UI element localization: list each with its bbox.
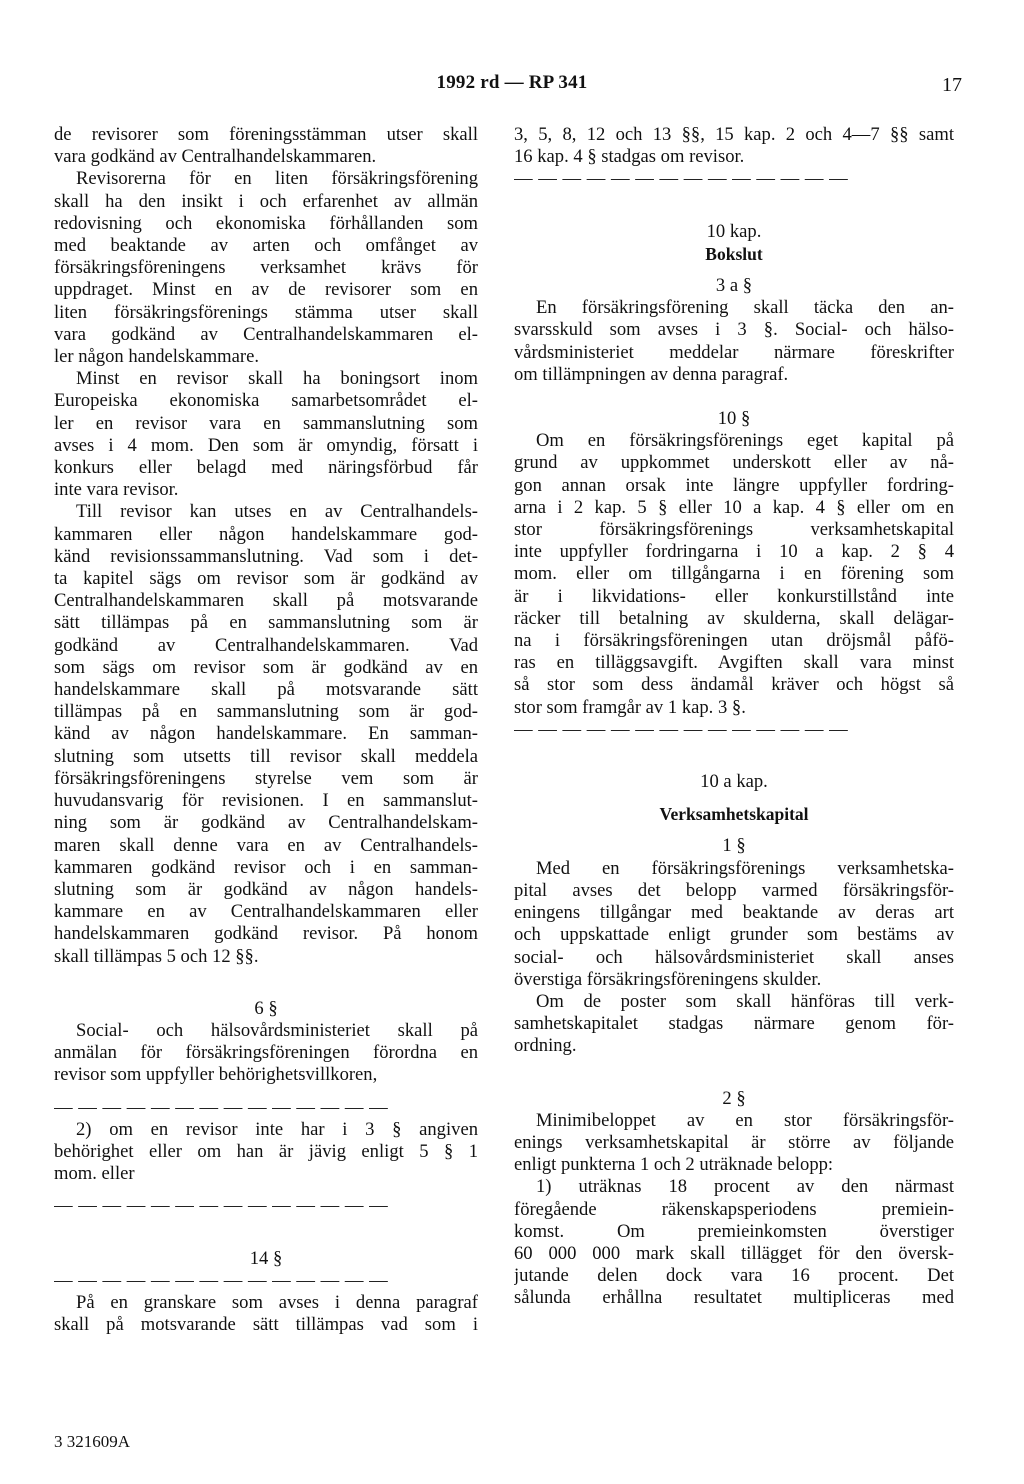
text-line: uppdraget. Minst en av de revisorer som en bbox=[54, 279, 478, 301]
text-line: ning som är godkänd av Centralhandelskam- bbox=[54, 812, 478, 834]
text-line: grund av uppkommet underskott eller av nå- bbox=[514, 452, 954, 474]
paragraph bbox=[54, 124, 478, 168]
text-line: huvudansvarig för revisionen. I en sammanslut- bbox=[54, 790, 478, 812]
paragraph bbox=[514, 430, 954, 719]
text-line: liten försäkringsförenings stämma utser skall bbox=[54, 301, 478, 323]
text-line: vara godkänd av Centralhandelskammaren. bbox=[54, 146, 377, 168]
text-line: vårdsministeriet meddelar närmare föreskrifter bbox=[514, 341, 954, 363]
text-line: med beaktande av arten och omfånget av bbox=[54, 235, 478, 257]
text-line: samhetskapitalet stadgas närmare genom för- bbox=[514, 1013, 954, 1035]
text-line: behörighet eller om han är jävig enligt 5 § 1 bbox=[54, 1140, 478, 1162]
omission-dashes: — — — — — — — — — — — — — — bbox=[514, 718, 849, 740]
text-line: konkurs eller belagd med näringsförbud får bbox=[54, 457, 478, 479]
text-line: som sägs om revisor som är godkänd av en bbox=[54, 656, 478, 678]
text-line: stor försäkringsförenings verksamhetskapital bbox=[514, 519, 954, 541]
text-line: social- och hälsovårdsministeriet skall anses bbox=[514, 946, 954, 968]
omission-dashes: — — — — — — — — — — — — — — bbox=[54, 1269, 389, 1291]
text-line: känd revisionssammanslutning. Vad som i det- bbox=[54, 545, 478, 567]
text-line: försäkringsföreningens styrelse vem som är bbox=[54, 767, 478, 789]
paragraph bbox=[54, 501, 478, 967]
text-line: de revisorer som föreningsstämman utser skall bbox=[54, 124, 478, 145]
text-line: ras en tilläggsavgift. Avgiften skall vara minst bbox=[514, 652, 954, 674]
paragraph bbox=[514, 1176, 954, 1309]
section-heading-2: 2 § bbox=[722, 1087, 746, 1109]
text-line: enings verksamhetskapital är större av följande bbox=[514, 1131, 954, 1153]
text-line: inte uppfyller fordringarna i 10 a kap. 2 § 4 bbox=[514, 541, 954, 563]
text-line: 1) uträknas 18 procent av den närmast bbox=[536, 1176, 954, 1198]
text-line: Om de poster som skall hänföras till verk- bbox=[536, 990, 954, 1012]
text-line: handelskammaren godkänd revisor. På honom bbox=[54, 923, 478, 945]
text-line: så stor som dess ändamål kräver och högst så bbox=[514, 674, 954, 696]
text-line: skall ha den insikt i och erfarenhet av allmän bbox=[54, 190, 478, 212]
paragraph bbox=[514, 1110, 954, 1177]
text-line: Europeiska ekonomiska samarbetsområdet el- bbox=[54, 390, 478, 412]
chapter-subtitle: Verksamhetskapital bbox=[659, 804, 809, 825]
chapter-title: 10 kap. bbox=[706, 220, 762, 242]
text-line: Till revisor kan utses en av Centralhandels- bbox=[76, 501, 478, 523]
text-line: revisor som uppfyller behörighetsvillkoren, bbox=[54, 1064, 378, 1086]
text-line: föregående räkenskapsperiodens premiein- bbox=[514, 1198, 954, 1220]
section-heading-10: 10 § bbox=[717, 408, 751, 430]
section-heading-14: 14 § bbox=[249, 1247, 283, 1269]
text-line: kammaren godkänd revisor och i en samman- bbox=[54, 856, 478, 878]
text-line: sätt tillämpas på en sammanslutning som är bbox=[54, 612, 478, 634]
text-line: ordning. bbox=[514, 1035, 577, 1057]
text-line: kammare en av Centralhandelskammaren eller bbox=[54, 901, 478, 923]
text-line: ler en revisor vara en sammanslutning som bbox=[54, 412, 478, 434]
right-column bbox=[514, 124, 954, 1310]
text-line: På en granskare som avses i denna paragraf bbox=[76, 1291, 478, 1313]
text-line: enligt punkterna 1 och 2 uträknade belopp: bbox=[514, 1154, 834, 1176]
text-line: pital avses det belopp varmed försäkringsför- bbox=[514, 879, 954, 901]
text-line: ler någon handelskammare. bbox=[54, 346, 259, 368]
text-line: mom. eller bbox=[54, 1163, 135, 1185]
page-number: 17 bbox=[942, 74, 962, 96]
section-heading-1: 1 § bbox=[722, 835, 746, 857]
text-line: slutning som utsetts till revisor skall meddela bbox=[54, 745, 478, 767]
text-line: maren skall denne vara en av Centralhandels- bbox=[54, 834, 478, 856]
section-heading-3a: 3 a § bbox=[715, 275, 753, 297]
text-line: svarsskuld som avses i 3 §. Social- och hälso- bbox=[514, 319, 954, 341]
paragraph bbox=[514, 124, 954, 168]
paragraph bbox=[514, 991, 954, 1058]
text-line: ta kapitel sägs om revisor som är godkänd av bbox=[54, 568, 478, 590]
text-line: Minimibeloppet av en stor försäkringsför- bbox=[536, 1109, 954, 1131]
text-line: inte vara revisor. bbox=[54, 479, 179, 501]
text-line: 2) om en revisor inte har i 3 § angiven bbox=[76, 1118, 478, 1140]
text-line: na i försäkringsföreningen utan dröjsmål påfö- bbox=[514, 630, 954, 652]
print-code: 3 321609A bbox=[54, 1432, 131, 1451]
text-line: komst. Om premieinkomsten överstiger bbox=[514, 1220, 954, 1242]
text-line: eningens tillgångar med beaktande av deras art bbox=[514, 902, 954, 924]
text-line: 3, 5, 8, 12 och 13 §§, 15 kap. 2 och 4—7 §§ samt bbox=[514, 124, 954, 145]
text-line: jutande delen dock vara 16 procent. Det bbox=[514, 1265, 954, 1287]
text-line: sålunda erhållna resultatet multipliceras med bbox=[514, 1287, 954, 1309]
text-line: 60 000 000 mark skall tillägget för den översk- bbox=[514, 1242, 954, 1264]
text-line: 16 kap. 4 § stadgas om revisor. bbox=[514, 146, 745, 168]
text-line: Social- och hälsovårdsministeriet skall på bbox=[76, 1019, 478, 1041]
text-line: gon annan orsak inte längre uppfyller fordring- bbox=[514, 474, 954, 496]
paragraph bbox=[54, 368, 478, 501]
text-line: Med en försäkringsförenings verksamhetska- bbox=[536, 857, 954, 879]
omission-dashes: — — — — — — — — — — — — — — bbox=[54, 1096, 389, 1118]
text-line: redovisning och ekonomiska förhållanden som bbox=[54, 212, 478, 234]
text-line: anmälan för försäkringsföreningen förordna en bbox=[54, 1042, 478, 1064]
text-line: vara godkänd av Centralhandelskammaren el- bbox=[54, 323, 478, 345]
text-line: Centralhandelskammaren skall på motsvarande bbox=[54, 590, 478, 612]
text-line: skall på motsvarande sätt tillämpas vad som i bbox=[54, 1314, 478, 1336]
paragraph bbox=[514, 858, 954, 991]
text-line: skall tillämpas 5 och 12 §§. bbox=[54, 945, 259, 967]
text-line: Minst en revisor skall ha boningsort inom bbox=[76, 368, 478, 390]
text-line: Om en försäkringsförenings eget kapital på bbox=[536, 430, 954, 452]
text-line: En försäkringsförening skall täcka den an- bbox=[536, 297, 954, 319]
paragraph bbox=[514, 297, 954, 386]
text-line: försäkringsföreningens verksamhet krävs för bbox=[54, 257, 478, 279]
chapter-subtitle: Bokslut bbox=[705, 243, 763, 264]
text-line: tillämpas på en sammanslutning som är god- bbox=[54, 701, 478, 723]
text-line: om tillämpningen av denna paragraf. bbox=[514, 363, 789, 385]
text-line: räcker till betalning av skulderna, skall delägar- bbox=[514, 607, 954, 629]
paragraph bbox=[54, 1292, 478, 1336]
text-line: kammaren eller någon handelskammare god- bbox=[54, 523, 478, 545]
text-line: Revisorerna för en liten försäkringsförening bbox=[76, 168, 478, 190]
running-title: 1992 rd — RP 341 bbox=[436, 72, 588, 93]
chapter-title: 10 a kap. bbox=[700, 771, 768, 793]
omission-dashes: — — — — — — — — — — — — — — bbox=[54, 1195, 389, 1217]
paragraph bbox=[54, 168, 478, 368]
text-line: godkänd av Centralhandelskammaren. Vad bbox=[54, 634, 478, 656]
text-line: känd av någon handelskammare. En samman- bbox=[54, 723, 478, 745]
omission-dashes: — — — — — — — — — — — — — — bbox=[514, 168, 849, 190]
text-line: stor som framgår av 1 kap. 3 §. bbox=[514, 696, 746, 718]
left-column bbox=[54, 124, 478, 1336]
page-header bbox=[0, 72, 1024, 102]
text-line: är i likvidations- eller konkurstillstånd inte bbox=[514, 585, 954, 607]
text-line: avses i 4 mom. Den som är omyndig, försatt i bbox=[54, 434, 478, 456]
section-heading-6: 6 § bbox=[254, 997, 278, 1019]
text-line: arna i 2 kap. 5 § eller 10 a kap. 4 § eller om en bbox=[514, 496, 954, 518]
text-line: mom. eller om tillgångarna i en förening som bbox=[514, 563, 954, 585]
text-line: slutning som är godkänd av någon handels- bbox=[54, 878, 478, 900]
text-line: överstiga försäkringsföreningens skulder. bbox=[514, 968, 822, 990]
text-line: och uppskattade enligt grunder som bestäms av bbox=[514, 924, 954, 946]
text-line: handelskammare skall på motsvarande sätt bbox=[54, 679, 478, 701]
paragraph bbox=[54, 1119, 478, 1186]
paragraph bbox=[54, 1020, 478, 1087]
